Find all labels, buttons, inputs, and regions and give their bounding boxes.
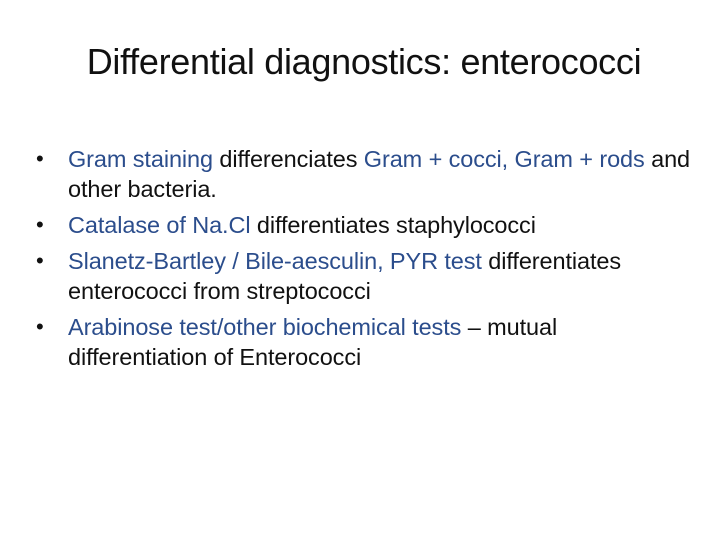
bullet-item [36,246,696,306]
bullet-list [36,144,696,378]
bullet-dot-icon: • [36,146,44,171]
bullet-segment-text: – mutual differentiation of Enterococci [68,314,558,370]
bullet-dot-icon: • [36,314,44,339]
bullet-segment-text: differentiates staphylococci [250,212,536,238]
bullet-segment-highlight: Arabinose test/other biochemical tests [68,314,462,340]
bullet-segment-highlight: Catalase of Na.Cl [68,212,251,238]
bullet-segment-text: differentiates enterococci from streptococci [68,248,622,304]
bullet-segment-text: and other bacteria. [68,146,691,202]
bullet-segment-highlight: Gram + cocci, Gram + rods [363,146,645,172]
bullet-segment-text: differenciates [212,146,364,172]
bullet-segment-highlight: Slanetz-Bartley / Bile-aesculin, PYR test [68,248,482,274]
bullet-item [36,312,696,372]
bullet-item [36,144,696,204]
bullet-dot-icon: • [36,248,44,273]
bullet-item [36,210,696,240]
bullet-segment-highlight: Gram staining [68,146,213,172]
bullet-dot-icon: • [36,212,44,237]
slide-title: Differential diagnostics: enterococci [86,41,642,82]
